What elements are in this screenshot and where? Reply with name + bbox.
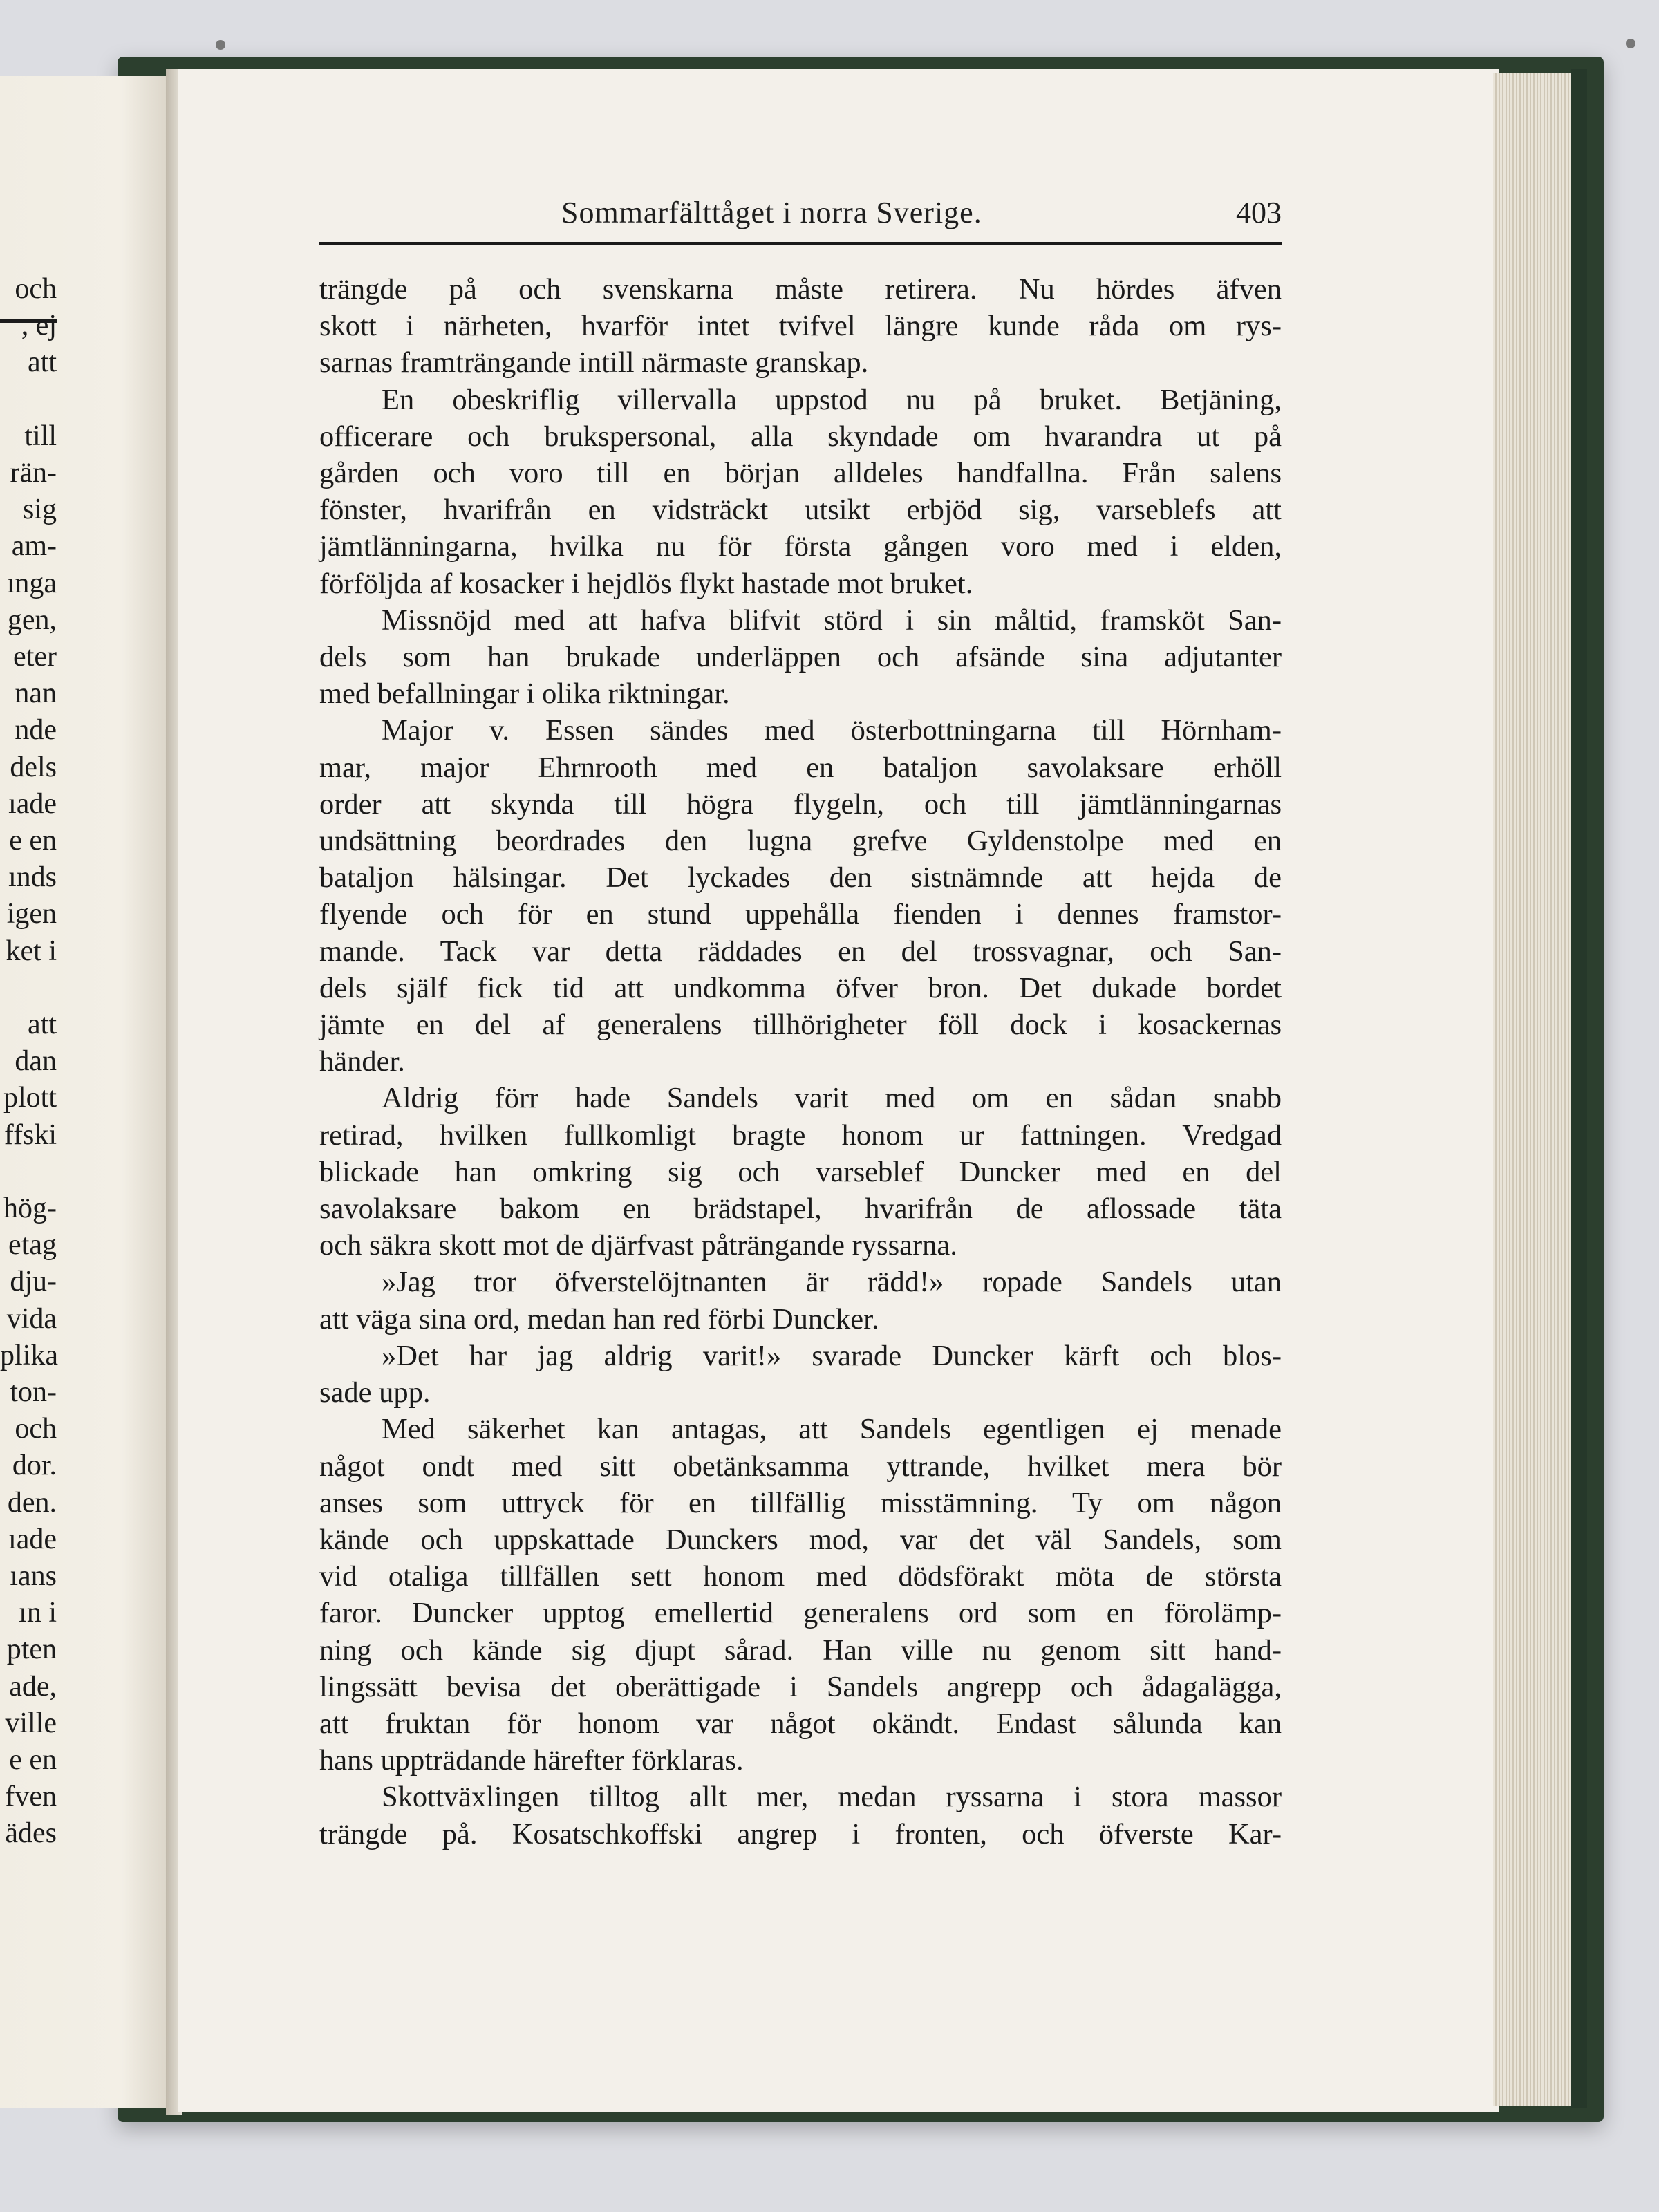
left-page-line-fragment: att <box>28 1009 57 1040</box>
running-title-text: Sommarfälttåget i norra Sverige. <box>561 196 982 229</box>
text-line: Major v. Essen sändes med österbottningarna till Hörnham- <box>382 714 1282 747</box>
text-line: jämte en del af generalens tillhörigheter föll dock i kosackernas <box>319 1009 1282 1042</box>
text-line: officerare och brukspersonal, alla skyndade om hvarandra ut på <box>319 420 1282 453</box>
text-line: mande. Tack var detta räddades en del trossvagnar, och San- <box>319 935 1282 968</box>
left-page-line-fragment: sig <box>22 494 57 526</box>
text-line: skott i närheten, hvarför intet tvifvel längre kunde råda om rys- <box>319 310 1282 343</box>
left-page-line-fragment: ıade <box>8 787 57 820</box>
left-page-line-fragment: hög- <box>3 1192 57 1224</box>
left-page-line-fragment: och <box>15 273 57 305</box>
text-line: mar, major Ehrnrooth med en bataljon savolaksare erhöll <box>319 751 1282 784</box>
text-line: kände och uppskattade Dunckers mod, var det väl Sandels, som <box>319 1523 1282 1556</box>
left-page-line-fragment: e en <box>9 825 57 856</box>
text-line: order att skynda till högra flygeln, och till jämtlänningarnas <box>319 787 1282 821</box>
text-line: bataljon hälsingar. Det lyckades den sistnämnde att hejda de <box>319 861 1282 894</box>
left-page-line-fragment: ädes <box>5 1817 57 1850</box>
text-line: retirad, hvilken fullkomligt bragte honom ur fattningen. Vredgad <box>319 1118 1282 1152</box>
left-page-line-fragment: nde <box>15 714 57 747</box>
corner-pin <box>1626 39 1635 48</box>
page-number: 403 <box>1236 196 1282 229</box>
cover-edge <box>1571 69 1587 2108</box>
text-line: sade upp. <box>319 1376 431 1409</box>
body-text <box>319 271 1282 1853</box>
text-line: gården och voro till en början alldeles handfallna. Från salens <box>319 457 1282 490</box>
text-line: jämtlänningarna, hvilka nu för första gången voro med i elden, <box>319 530 1282 563</box>
left-page-line-fragment: ton- <box>10 1376 57 1408</box>
text-line: En obeskriflig villervalla uppstod nu på bruket. Betjäning, <box>382 383 1282 416</box>
left-page-line-fragment: nan <box>15 677 57 710</box>
text-line: blickade han omkring sig och varseblef Duncker med en del <box>319 1155 1282 1188</box>
text-line: något ondt med sitt obetänksamma yttrande, hvilket mera bör <box>319 1450 1282 1483</box>
left-page-line-fragment: och <box>15 1413 57 1445</box>
left-page-line-fragment: att <box>28 346 57 379</box>
left-page-line-fragment: plott <box>3 1082 57 1114</box>
text-line: undsättning beordrades den lugna grefve Gyldenstolpe med en <box>319 825 1282 858</box>
text-line: med befallningar i olika riktningar. <box>319 677 730 711</box>
left-page-line-fragment: dju- <box>10 1266 57 1298</box>
left-page-line-fragment: am- <box>11 530 57 563</box>
left-page-line-fragment: ville <box>5 1707 57 1739</box>
left-page-line-fragment: ıans <box>10 1560 57 1592</box>
text-line: sarnas framträngande intill närmaste granskap. <box>319 346 869 379</box>
text-line: trängde på. Kosatschkoffski angrep i fronten, och öfverste Kar- <box>319 1817 1282 1850</box>
left-page-line-fragment: e en <box>9 1744 57 1776</box>
text-line: »Det har jag aldrig varit!» svarade Duncker kärft och blos- <box>382 1339 1282 1372</box>
text-line: faror. Duncker upptog emellertid generalens ord som en förolämp- <box>319 1597 1282 1630</box>
left-page-line-fragment: ınds <box>8 861 57 894</box>
text-line: Med säkerhet kan antagas, att Sandels egentligen ej menade <box>382 1413 1282 1446</box>
left-page-line-fragment: rän- <box>10 457 57 489</box>
text-line: förföljda af kosacker i hejdlös flykt hastade mot bruket. <box>319 567 973 600</box>
text-line: dels själf fick tid att undkomma öfver bron. Det dukade bordet <box>319 971 1282 1004</box>
left-page-line-fragment: ıade <box>8 1523 57 1555</box>
left-page-line-fragment: etag <box>8 1229 57 1262</box>
text-line: vid otaliga tillfällen sett honom med dödsförakt möta de största <box>319 1560 1282 1593</box>
left-page-line-fragment: pten <box>6 1633 57 1666</box>
right-page-text-block <box>319 0 1282 2212</box>
left-page-line-fragment: ade, <box>9 1670 57 1703</box>
left-page-line-fragment: den. <box>7 1486 57 1519</box>
text-line: trängde på och svenskarna måste retirera. Nu hördes äfven <box>319 273 1282 306</box>
text-line: Skottväxlingen tilltog allt mer, medan ryssarna i stora massor <box>382 1781 1282 1814</box>
text-line: händer. <box>319 1045 405 1078</box>
text-line: Missnöjd med att hafva blifvit störd i sin måltid, framsköt San- <box>382 603 1282 637</box>
text-line: ning och kände sig djupt sårad. Han ville nu genom sitt hand- <box>319 1633 1282 1667</box>
left-page-line-fragment: eter <box>13 641 57 673</box>
left-page-line-fragment: dan <box>15 1045 57 1078</box>
left-page-line-fragment: vida <box>6 1302 57 1335</box>
left-page-line-fragment: dels <box>10 751 57 783</box>
left-page-line-fragment: ffski <box>3 1118 57 1151</box>
text-line: att väga sina ord, medan han red förbi Duncker. <box>319 1302 879 1335</box>
text-line: att fruktan för honom var något okändt. Endast sålunda kan <box>319 1707 1282 1740</box>
page-edges <box>1493 73 1571 2106</box>
left-page-line-fragment: , ej <box>21 310 57 342</box>
left-page-line-fragment: igen <box>6 898 57 930</box>
left-page-line-fragment: plika <box>0 1339 58 1371</box>
corner-pin <box>216 40 225 50</box>
left-page-line-fragment: dor. <box>12 1450 57 1482</box>
left-page-line-fragment: till <box>24 420 57 452</box>
text-line: och säkra skott mot de djärfvast påträngande ryssarna. <box>319 1229 957 1262</box>
left-page <box>0 76 174 2108</box>
text-line: flyende och för en stund uppehålla fienden i dennes framstor- <box>319 898 1282 931</box>
left-page-line-fragment: ınga <box>6 567 57 599</box>
text-line: anses som uttryck för en tillfällig misstämning. Ty om någon <box>319 1486 1282 1519</box>
text-line: Aldrig förr hade Sandels varit med om en sådan snabb <box>382 1082 1282 1115</box>
text-line: lingssätt bevisa det oberättigade i Sandels angrepp och ådagalägga, <box>319 1670 1282 1703</box>
text-line: hans uppträdande härefter förklaras. <box>319 1744 744 1777</box>
left-page-line-fragment: ın i <box>19 1597 57 1629</box>
text-line: »Jag tror öfverstelöjtnanten är rädd!» ropade Sandels utan <box>382 1266 1282 1299</box>
left-page-line-fragment: fven <box>5 1781 57 1813</box>
text-line: dels som han brukade underläppen och afsände sina adjutanter <box>319 641 1282 674</box>
text-line: fönster, hvarifrån en vidsträckt utsikt erbjöd sig, varseblefs att <box>319 494 1282 527</box>
header-rule <box>319 242 1282 245</box>
left-page-line-fragment: ket i <box>6 935 57 967</box>
text-line: savolaksare bakom en brädstapel, hvarifrån de aflossade täta <box>319 1192 1282 1226</box>
left-page-line-fragment: gen, <box>7 603 57 636</box>
